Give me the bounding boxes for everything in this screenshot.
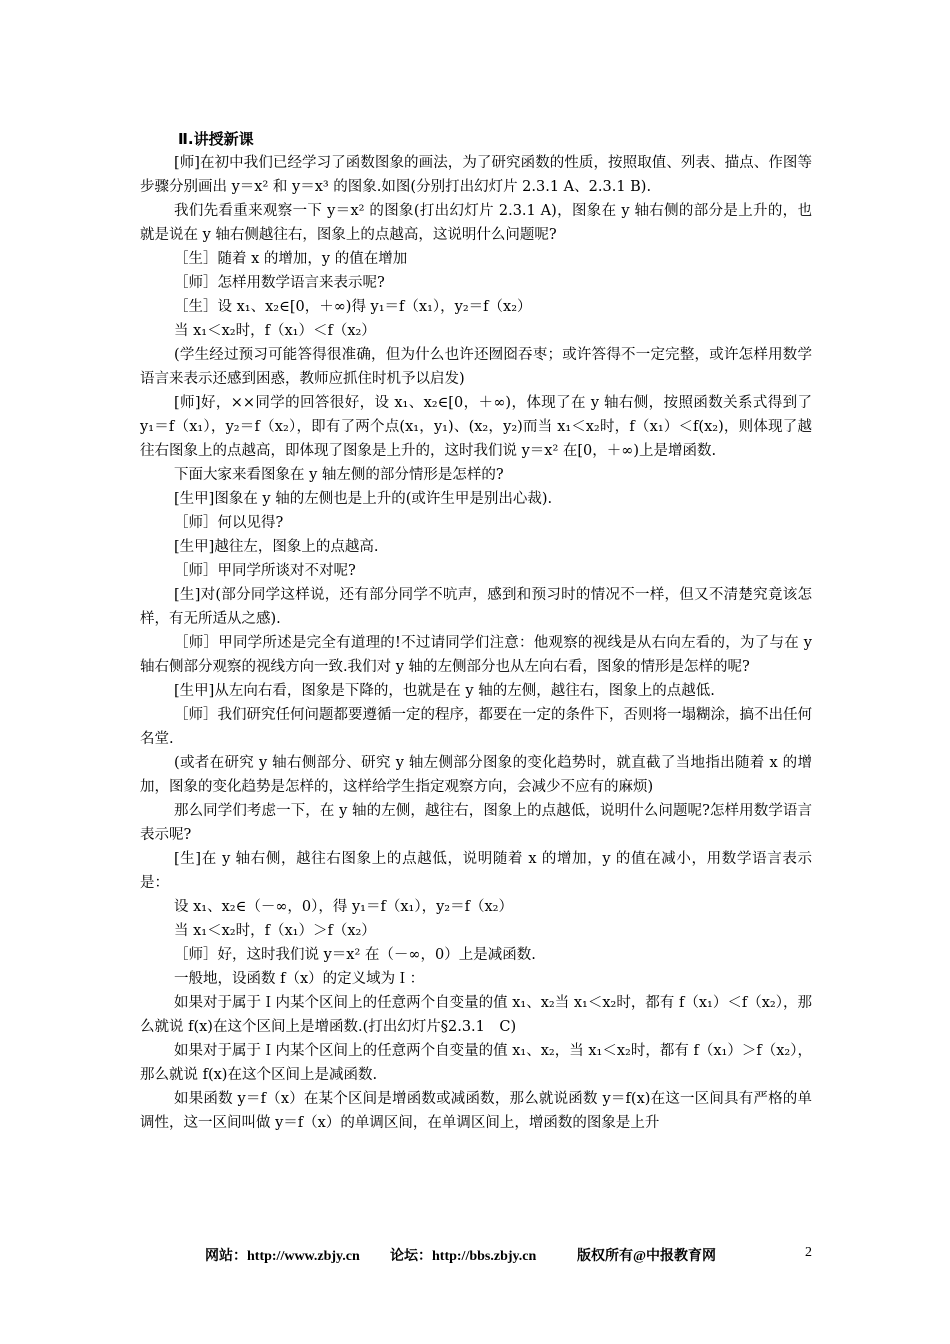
paragraph: ［师］甲同学所谈对不对呢? — [174, 563, 356, 579]
paragraph: [生甲]图象在 y 轴的左侧也是上升的(或许生甲是别出心裁). — [174, 491, 553, 507]
paragraph: 当 x₁＜x₂时，f（x₁）＞f（x₂） — [174, 923, 376, 939]
page-number: 2 — [805, 1245, 812, 1260]
section-heading: Ⅱ.讲授新课 — [178, 130, 254, 148]
footer-website-link[interactable]: 网站：http://www.zbjy.cn — [205, 1249, 360, 1264]
paragraph: ［生］随着 x 的增加，y 的值在增加 — [174, 251, 408, 267]
paragraph: [生甲]越往左，图象上的点越高. — [174, 539, 379, 555]
page-footer — [140, 1245, 812, 1269]
paragraph: ［师］怎样用数学语言来表示呢? — [174, 275, 385, 291]
paragraph: [生]对(部分同学这样说，还有部分同学不吭声，感到和预习时的情况不一样，但又不清楚究竟该怎样，有无所适从之感). — [140, 587, 812, 627]
paragraph: ［师］我们研究任何问题都要遵循一定的程序，都要在一定的条件下，否则将一塌糊涂，搞不出任何名堂. — [140, 707, 812, 747]
paragraph: 当 x₁＜x₂时，f（x₁）＜f（x₂） — [174, 323, 376, 339]
paragraph: 我们先看重来观察一下 y＝x² 的图象(打出幻灯片 2.3.1 A)，图象在 y 轴右侧的部分是上升的，也就是说在 y 轴右侧越往右，图象上的点越高，这说明什么问题呢? — [140, 203, 812, 243]
paragraph: [生甲]从左向右看，图象是下降的，也就是在 y 轴的左侧，越往右，图象上的点越低. — [174, 683, 715, 699]
paragraph: 如果对于属于Ｉ内某个区间上的任意两个自变量的值 x₁、x₂，当 x₁＜x₂时，都有 f（x₁）＞f（x₂），那么就说 f(x)在这个区间上是减函数. — [140, 1043, 812, 1083]
paragraph: (学生经过预习可能答得很准确，但为什么也许还囫囵吞枣；或许答得不一定完整，或许怎样用数学语言来表示还感到困惑，教师应抓住时机予以启发) — [140, 347, 812, 387]
paragraph: 设 x₁、x₂∈（－∞，0），得 y₁＝f（x₁），y₂＝f（x₂） — [174, 899, 513, 915]
paragraph: 那么同学们考虑一下，在 y 轴的左侧，越往右，图象上的点越低，说明什么问题呢?怎样用数学语言表示呢? — [140, 803, 812, 843]
paragraph: ［师］何以见得? — [174, 515, 284, 531]
footer-copyright: 版权所有@中报教育网 — [577, 1249, 717, 1264]
paragraph: [生]在 y 轴右侧，越往右图象上的点越低，说明随着 x 的增加，y 的值在减小，用数学语言表示是： — [140, 851, 812, 891]
paragraph: (或者在研究 y 轴右侧部分、研究 y 轴左侧部分图象的变化趋势时，就直截了当地指出随着 x 的增加，图象的变化趋势是怎样的，这样给学生指定观察方向，会减少不应有的麻烦) — [140, 755, 812, 795]
paragraph: 下面大家来看图象在 y 轴左侧的部分情形是怎样的? — [174, 467, 504, 483]
paragraph: 如果对于属于Ｉ内某个区间上的任意两个自变量的值 x₁、x₂当 x₁＜x₂时，都有 f（x₁）＜f（x₂），那么就说 f(x)在这个区间上是增函数.(打出幻灯片§2.3.1 C) — [140, 995, 812, 1035]
paragraph: [师]在初中我们已经学习了函数图象的画法，为了研究函数的性质，按照取值、列表、描点、作图等步骤分别画出 y＝x² 和 y＝x³ 的图象.如图(分别打出幻灯片 2.3.1 A、2.3.1 B). — [140, 155, 812, 195]
paragraph: 如果函数 y＝f（x）在某个区间是增函数或减函数，那么就说函数 y＝f(x)在这一区间具有严格的单调性，这一区间叫做 y＝f（x）的单调区间，在单调区间上，增函数的图象是上升 — [140, 1091, 812, 1131]
paragraph: 一般地，设函数 f（x）的定义域为Ｉ： — [174, 971, 425, 987]
paragraph: ［师］甲同学所述是完全有道理的!不过请同学们注意：他观察的视线是从右向左看的，为了与在 y 轴右侧部分观察的视线方向一致.我们对 y 轴的左侧部分也从左向右看，图象的情形是怎样的呢? — [140, 635, 812, 675]
paragraph: ［师］好，这时我们说 y＝x² 在（－∞，0）上是减函数. — [174, 947, 536, 963]
paragraph: ［生］设 x₁、x₂∈[0，＋∞)得 y₁＝f（x₁），y₂＝f（x₂） — [174, 299, 532, 315]
footer-forum-link[interactable]: 论坛：http://bbs.zbjy.cn — [390, 1249, 537, 1264]
document-body — [140, 127, 812, 1135]
paragraph: [师]好，××同学的回答很好，设 x₁、x₂∈[0，＋∞)，体现了在 y 轴右侧，按照函数关系式得到了 y₁＝f（x₁），y₂＝f（x₂），即有了两个点(x₁，y₁)、(x₂，y₂)而当 x₁＜x₂时，f（x₁）＜f(x₂)，则体现了越往右图象上的点越高，即体现了图象是上升的，这时我们说 y＝x² 在[0，＋∞)上是增函数. — [140, 395, 812, 459]
